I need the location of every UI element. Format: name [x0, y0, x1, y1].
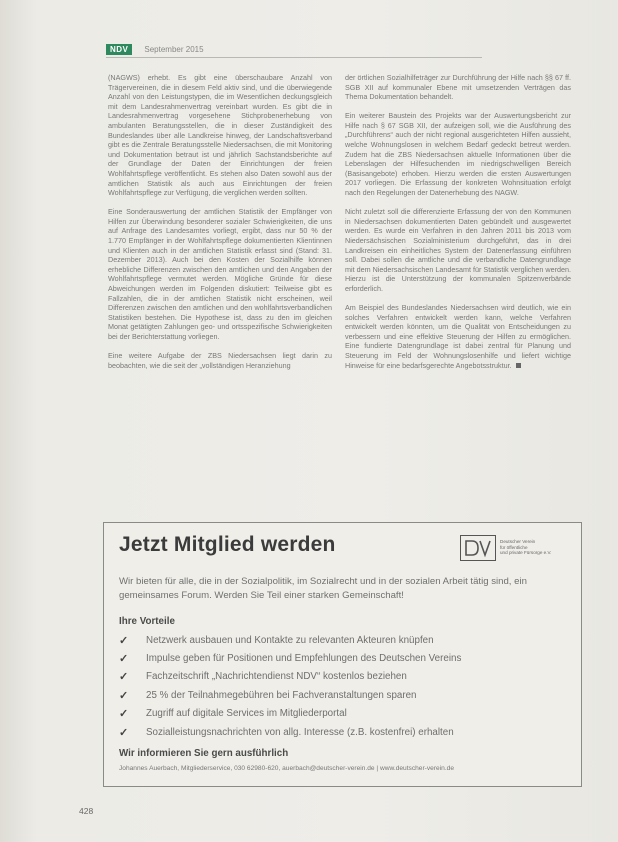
membership-promo-box: [103, 522, 582, 787]
checkmark-icon: ✓: [119, 726, 129, 739]
benefit-item: ✓ Fachzeitschrift „Nachrichtendienst NDV“ kostenlos beziehen: [119, 671, 407, 684]
journal-badge: NDV: [106, 44, 132, 55]
benefits-heading: Ihre Vorteile: [119, 616, 175, 627]
article-paragraph: Eine weitere Aufgabe der ZBS Niedersachsen liegt darin zu beobachten, wie die seit der „vollständigen Heranziehung: [108, 351, 332, 370]
article-column-right: [345, 73, 571, 380]
contact-line: Johannes Auerbach, Mitgliederservice, 030 62980-620, auerbach@deutscher-verein.de | www.deutscher-verein.de: [119, 765, 454, 772]
article-column-left: [108, 73, 332, 380]
contact-heading: Wir informieren Sie gern ausführlich: [119, 748, 289, 759]
logo-wordmark: Deutscher Verein für öffentliche und private Fürsorge e.V.: [500, 539, 552, 556]
running-head: [106, 43, 204, 56]
page-number: 428: [79, 806, 94, 816]
promo-intro: Wir bieten für alle, die in der Sozialpolitik, im Sozialrecht und in der sozialen Arbeit tätig sind, ein gemeinsames Forum. Werden Sie Teil einer starken Gemeinschaft!: [119, 576, 527, 601]
checkmark-icon: ✓: [119, 653, 129, 666]
article-paragraph-text: Am Beispiel des Bundeslandes Niedersachsen wird deutlich, wie ein solches Verfahren entwickelt werden kann, welche Verfahren entwickelt werden könnten, um die Qualität von Entscheidungen zu verbessern und eine effektive Steuerung der Hilfen zu ermöglichen. Eine fundierte Datengrundlage ist dabei zentral für Planung und Steuerung im Feld der Wohnungslosenhilfe und liefert wichtige Hinweise für eine bedarfsgerechte Angebotsstruktur.: [345, 302, 571, 370]
end-of-article-mark: [516, 363, 521, 368]
benefit-item: ✓ Netzwerk ausbauen und Kontakte zu relevanten Akteuren knüpfen: [119, 634, 434, 647]
checkmark-icon: ✓: [119, 634, 129, 647]
checkmark-icon: ✓: [119, 689, 129, 702]
benefit-item: ✓ Zugriff auf digitale Services im Mitgliederportal: [119, 708, 347, 721]
logo-mark-icon: [460, 535, 496, 561]
article-paragraph-last: [345, 303, 571, 370]
deutscher-verein-logo: [460, 535, 562, 561]
checkmark-icon: ✓: [119, 671, 129, 684]
article-paragraph: Nicht zuletzt soll die differenzierte Erfassung der von den Kommunen in Niedersachsen dokumentierten Daten gebündelt und ausgewertet werden. Es wurde ein Verfahren in den Jahren 2011 bis 2013 vom Niedersächsischen Sozialministerium durchgeführt, das in drei Landkreisen ein einheitliches System der Datenerfassung einführen soll. Dabei sollen die amtliche und die verbandliche Datengrundlage mit dem Niedersachsischen Landesamt für Statistik verglichen werden. Hierzu ist die Unterstützung der kommunalen Spitzenverbände erforderlich.: [345, 207, 571, 293]
benefits-list: [119, 631, 461, 741]
benefit-item: ✓ Impulse geben für Positionen und Empfehlungen des Deutschen Vereins: [119, 653, 462, 666]
issue-date: September 2015: [144, 45, 204, 54]
article-paragraph: Ein weiterer Baustein des Projekts war der Auswertungsbericht zur Hilfe nach § 67 SGB XII, der aufzeigen soll, wie die Ausführung des „Durchführens“ auch der nicht regional ausgerichteten Hilfen aussieht, welche Wohnungslosen in welchem Bedarf gedeckt betreut werden. Zudem hat die ZBS Niedersachsen aktuelle Informationen über die Lebenslagen der Hilfesuchenden im niedrigschwelligen Bereich (Basisangebote) erhoben. Hierzu werden die ersten Auswertungen 2017 vorliegen. Die Erfassung der konkreten Wohnsituation erfolgt nach den Regelungen der Datenerhebung des NAGW.: [345, 111, 571, 198]
checkmark-icon: ✓: [119, 708, 129, 721]
article-paragraph: der örtlichen Sozialhilfeträger zur Durchführung der Hilfe nach §§ 67 ff. SGB XII auf kommunaler Ebene mit umsetzenden Verträgen das Thema Dokumentation behandelt.: [345, 73, 571, 102]
header-rule: [106, 57, 482, 58]
article-paragraph: (NAGWS) erhebt. Es gibt eine überschaubare Anzahl von Trägervereinen, die in diesem Feld aktiv sind, und die überwiegende Anzahl von den Leistungstypen, die im Wesentlichen deckungsgleich mit dem Landesrahmenvertrag vereinbart wurden. Es gibt die in Landesrahmenvertrag vorgesehene Stichprobenerhebung von ambulanten Beratungsstellen, die in dieser Zuständigkeit des Bundeslandes über alle Landkreise hinweg, der Landschaftsverband gibt es die Zentrale Beratungsstelle Niedersachsen, die mit Monitoring und Dokumentation betraut ist und jährlich Sachstandsberichte auf der Grundlage der Daten der Einrichtungen der freien Wohlfahrtspflege veröffentlicht. Es stehen also Daten sowohl aus der amtlichen Statistik als auch aus Einrichtungen der freien Wohlfahrtspflege zur Verfügung, die verglichen werden sollten.: [108, 73, 332, 198]
benefit-item: ✓ 25 % der Teilnahmegebühren bei Fachveranstaltungen sparen: [119, 689, 417, 702]
article-paragraph: Eine Sonderauswertung der amtlichen Statistik der Empfänger von Hilfen zur Überwindung besonderer sozialer Schwierigkeiten, die uns auf Anfrage des Landesamtes vorliegt, ergibt, dass nur 50 % der 1.770 Empfänger in der Wohlfahrtspflege dokumentierten Klientinnen und Klienten auch in der amtlichen Statistik erfasst sind (Stand: 31. Dezember 2013). Auch bei den Kosten der Sozialhilfe können erhebliche Differenzen zwischen den amtlichen und den Angaben der Wohlfahrtspflege vermutet werden. Mögliche Gründe für diese Abweichungen werden im Folgenden diskutiert: Teilweise gibt es Fallzahlen, die in der amtlichen Statistik nicht erscheinen, weil Differenzen zwischen den amtlichen und den wohlfahrtsverbandlichen Statistiken bestehen. Die Hypothese ist, dass zu den im gleichen Monat getätigten Zahlungen geo- und ortsspezifische Schwierigkeiten bei der Berichterstattung vorliegen.: [108, 207, 332, 341]
promo-title: Jetzt Mitglied werden: [119, 533, 336, 556]
benefit-item: ✓ Sozialleistungsnachrichten von allg. Interesse (z.B. kostenfrei) erhalten: [119, 726, 454, 739]
